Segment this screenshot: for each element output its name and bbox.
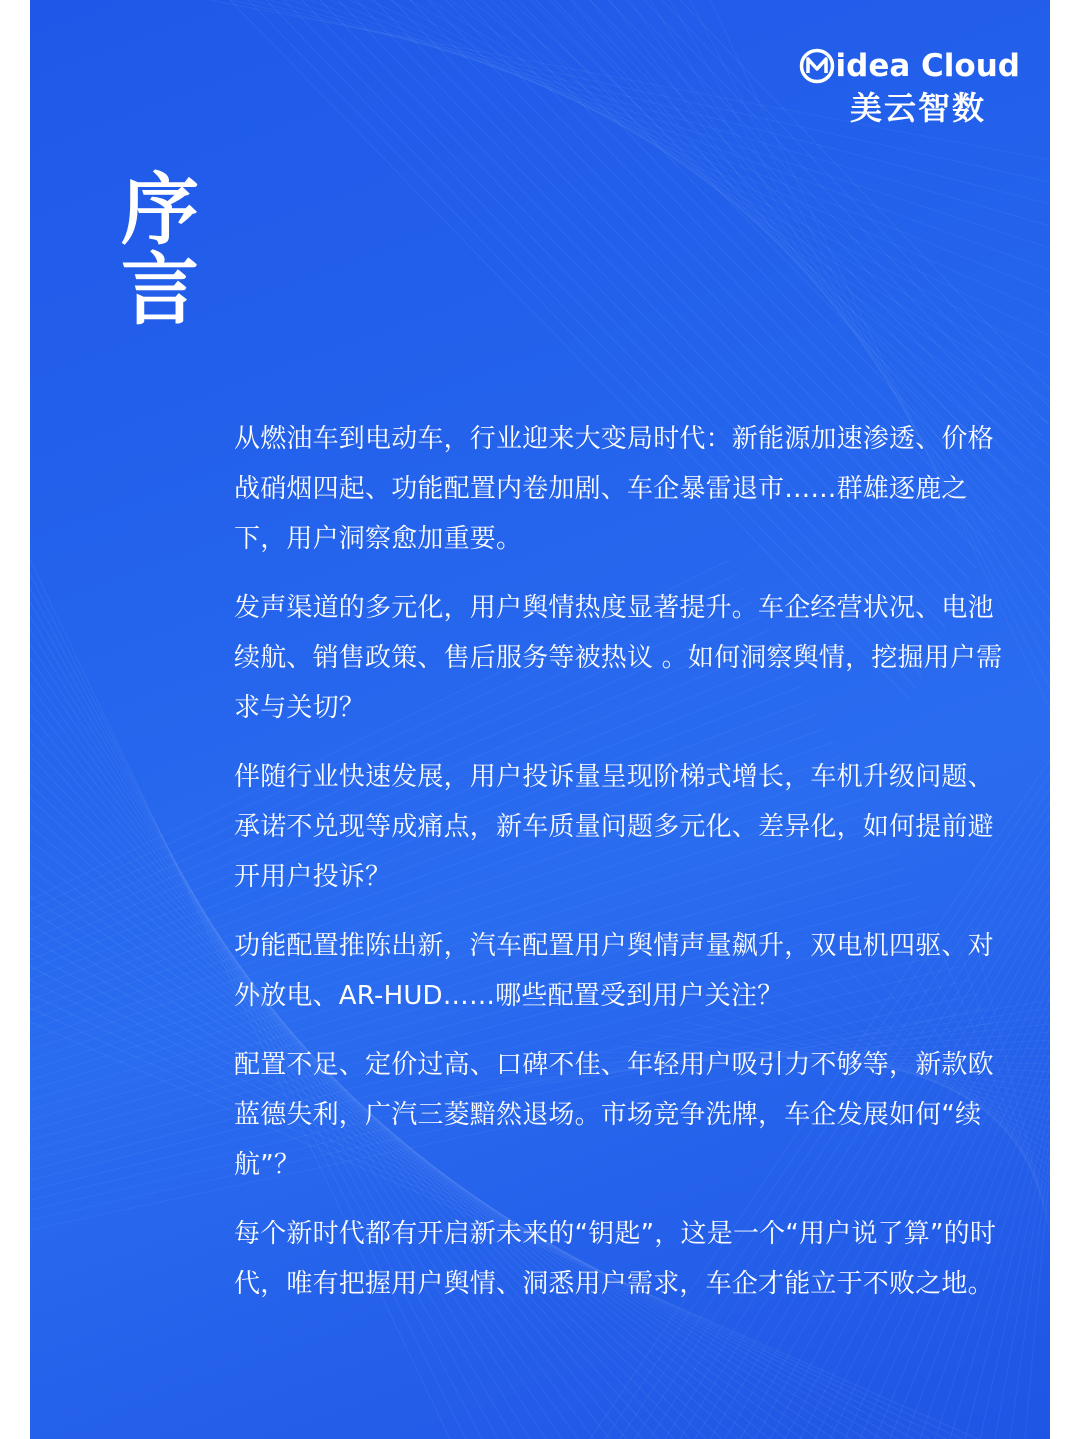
paragraph: 配置不足、定价过高、口碑不佳、年轻用户吸引力不够等，新款欧蓝德失利，广汽三菱黯然退场。市场竞争洗牌，车企发展如何“续航”？	[234, 1050, 994, 1180]
paragraph: 每个新时代都有开启新未来的“钥匙”，这是一个“用户说了算”的时代，唯有把握用户舆情、洞悉用户需求，车企才能立于不败之地。	[234, 1219, 997, 1299]
logo-english	[790, 44, 1020, 88]
midea-cloud-logo	[790, 44, 1020, 128]
logo-chinese-text: 美云智数	[849, 89, 986, 127]
paragraph: 功能配置推陈出新，汽车配置用户舆情声量飙升，双电机四驱、对外放电、AR-HUD……哪些配置受到用户关注？	[234, 931, 994, 1011]
paragraph: 从燃油车到电动车，行业迎来大变局时代：新能源加速渗透、价格战硝烟四起、功能配置内卷加剧、车企暴雷退市……群雄逐鹿之下，用户洞察愈加重要。	[234, 424, 994, 554]
logo-english-text: idea Cloud	[835, 48, 1020, 84]
page-title: 序言	[108, 168, 198, 328]
preface-body	[234, 414, 1004, 1328]
midea-m-logo-icon	[799, 48, 835, 84]
paragraph: 发声渠道的多元化，用户舆情热度显著提升。车企经营状况、电池续航、销售政策、售后服务等被热议 。如何洞察舆情，挖掘用户需求与关切？	[234, 593, 1003, 723]
paragraph: 伴随行业快速发展，用户投诉量呈现阶梯式增长，车机升级问题、承诺不兑现等成痛点，新车质量问题多元化、差异化，如何提前避开用户投诉？	[234, 762, 994, 892]
page-background	[30, 0, 1050, 1439]
